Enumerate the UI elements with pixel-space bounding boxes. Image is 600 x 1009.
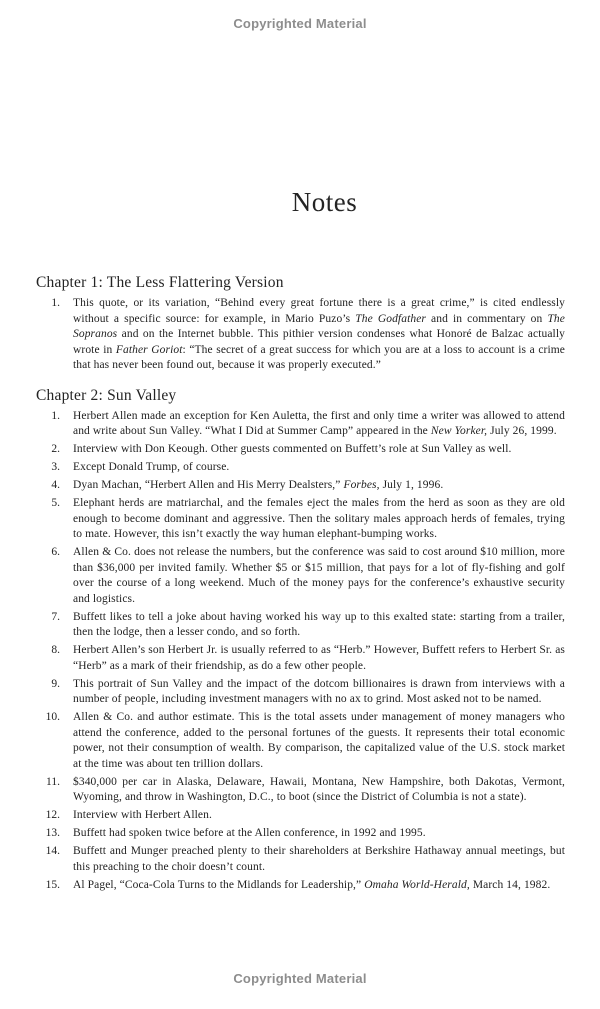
note-text <box>73 826 565 842</box>
note-text-italic-segment: Forbes, <box>343 479 380 491</box>
note-text <box>73 478 565 494</box>
note-number: 1. <box>51 409 60 422</box>
notes-list <box>36 296 565 374</box>
note-text-segment: Al Pagel, “Coca-Cola Turns to the Midlands for Leadership,” <box>73 878 365 891</box>
note-text <box>73 844 565 875</box>
note-number: 10. <box>45 711 60 723</box>
page-title: Notes <box>291 187 358 217</box>
note-text-segment: Allen & Co. does not release the numbers, but the conference was said to cost around $10 million, more than $36,000 per invited family. Whether $5 or $15 million, that pays for a lot of fly-fishing and golf over the course of a long weekend. Much of the money pays for the conference’s exhaustive security and logistics. <box>73 546 565 605</box>
note-number: 13. <box>45 827 60 839</box>
note-item <box>36 610 565 641</box>
note-item <box>36 710 565 772</box>
chapter-heading: Chapter 2: Sun Valley <box>36 386 177 404</box>
note-item <box>36 878 565 894</box>
chapter-heading: Chapter 1: The Less Flattering Version <box>36 274 284 291</box>
note-text <box>73 545 565 607</box>
note-number: 4. <box>51 479 60 491</box>
note-item <box>36 478 565 494</box>
note-text-segment: July 26, 1999. <box>487 425 557 437</box>
note-item <box>36 808 565 824</box>
note-number: 15. <box>45 878 60 891</box>
note-number: 8. <box>51 644 60 656</box>
note-text-segment: Herbert Allen made an exception for Ken Auletta, the first and only time a writer was allowed to attend and write about Sun Valley. “What I Did at Summer Camp” appeared in the <box>73 409 565 437</box>
note-text-segment: Interview with Don Keough. Other guests commented on Buffett’s role at Sun Valley as well. <box>73 443 512 455</box>
note-text-segment: Buffett likes to tell a joke about having worked his way up to this exalted state: starting from a trailer, then the lodge, then a lesser condo, and so forth. <box>73 610 565 638</box>
note-text <box>73 808 565 824</box>
notes-list <box>36 409 565 894</box>
chapter-section <box>36 273 565 374</box>
note-text-segment: July 1, 1996. <box>379 479 444 491</box>
note-number: 9. <box>51 677 60 690</box>
note-text <box>73 677 565 708</box>
note-text-italic-segment: New Yorker, <box>430 425 488 437</box>
note-text-segment: and on the Internet bubble. This pithier version condenses what Honoré de Balzac actually wrote in <box>73 328 565 356</box>
chapter-section <box>36 386 565 894</box>
note-text-segment: Allen & Co. and author estimate. This is the total assets under management of money managers who attend the conference, added to the personal fortunes of the guests. It represents their total economic power, not their consumption of wealth. By comparison, the capitalized value of the U.S. stock market at the time was about ten trillion dollars. <box>73 711 565 770</box>
note-text <box>73 610 565 641</box>
note-item <box>36 442 565 458</box>
note-text-italic-segment: Father Goriot <box>115 343 183 356</box>
note-item <box>36 409 565 440</box>
note-item <box>36 775 565 806</box>
note-text <box>73 442 565 458</box>
note-text-segment: Dyan Machan, “Herbert Allen and His Merry Dealsters,” <box>73 479 344 491</box>
note-text-segment: March 14, 1982. <box>469 878 551 891</box>
note-text-segment: Buffett had spoken twice before at the Allen conference, in 1992 and 1995. <box>73 827 426 839</box>
note-number: 6. <box>51 546 60 558</box>
note-text <box>73 460 565 476</box>
note-text-segment: Except Donald Trump, of course. <box>73 461 230 473</box>
note-text-segment: Interview with Herbert Allen. <box>73 809 212 821</box>
note-number: 7. <box>51 610 60 623</box>
note-text <box>73 296 565 374</box>
note-text <box>73 878 565 894</box>
note-text <box>73 496 565 543</box>
note-number: 11. <box>46 775 60 788</box>
note-text <box>73 710 565 772</box>
note-text-segment: $340,000 per car in Alaska, Delaware, Hawaii, Montana, New Hampshire, both Dakotas, Vermont, Wyoming, and throw in Washington, D.C., to boot (since the District of Columbia is not a state). <box>73 775 565 803</box>
copyright-notice-bottom: Copyrighted Material <box>233 971 367 986</box>
note-text-segment: Herbert Allen’s son Herbert Jr. is usually referred to as “Herb.” However, Buffett refers to Herbert Sr. as “Herb” as a mark of their friendship, as do a few other people. <box>73 644 565 672</box>
note-text-italic-segment: The Sopranos <box>73 312 565 340</box>
note-number: 14. <box>45 845 60 857</box>
note-number: 5. <box>51 497 60 509</box>
note-item <box>36 296 565 374</box>
note-number: 12. <box>45 809 60 821</box>
note-item <box>36 496 565 543</box>
note-item <box>36 677 565 708</box>
copyright-notice-top: Copyrighted Material <box>233 16 367 31</box>
note-text-segment: Elephant herds are matriarchal, and the females eject the males from the herd as soon as they are old enough to become dominant and aggressive. Then the solitary males approach herds of females, trying to mate. However, this isn’t exactly the way human elephant-bumping works. <box>73 497 565 540</box>
note-text-segment: This quote, or its variation, “Behind every great fortune there is a great crime,” is cited endlessly without a specific source: for example, in Mario Puzo’s <box>73 297 565 325</box>
note-text-italic-segment: Omaha World-Herald, <box>364 878 470 891</box>
note-text-italic-segment: The Godfather <box>355 312 426 325</box>
note-text-segment: This portrait of Sun Valley and the impact of the dotcom billionaires is drawn from interviews with a number of people, including investment managers with no ax to grind. Most asked not to be named. <box>73 677 565 705</box>
note-number: 3. <box>51 461 60 473</box>
note-item <box>36 460 565 476</box>
note-text-segment: : “The secret of a great success for which you are at a loss to account is a crime that has never been found out, because it was properly executed.” <box>73 343 566 371</box>
note-text <box>73 409 565 440</box>
notes-sections <box>36 273 565 893</box>
note-number: 1. <box>51 297 60 309</box>
note-item <box>36 643 565 674</box>
note-number: 2. <box>51 443 60 455</box>
note-item <box>36 545 565 607</box>
note-text <box>73 775 565 806</box>
note-text-segment: Buffett and Munger preached plenty to their shareholders at Berkshire Hathaway annual meetings, but this preaching to the choir doesn’t count. <box>73 845 565 873</box>
note-text-segment: and in commentary on <box>426 312 548 325</box>
note-item <box>36 826 565 842</box>
note-item <box>36 844 565 875</box>
note-text <box>73 643 565 674</box>
